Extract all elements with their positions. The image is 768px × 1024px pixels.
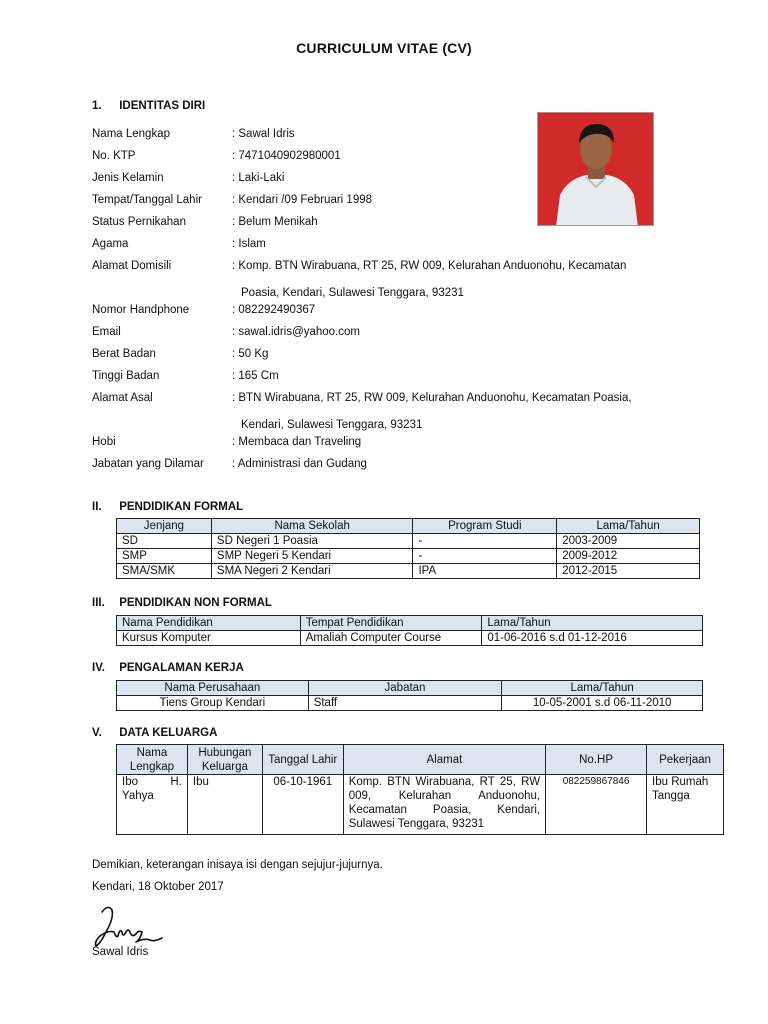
column-header: Lama/Tahun [502,681,703,696]
identity-label: Berat Badan [92,348,156,360]
table-cell: Komp. BTN Wirabuana, RT 25, RW 009, Kelurahan Anduonohu, Kecamatan Poasia, Kendari, Sulawesi Tenggara, 93231 [343,775,545,835]
identity-value: : 50 Kg [232,348,269,360]
signature-name: Sawal Idris [92,946,149,958]
table-cell: - [413,549,557,564]
table-row [117,775,724,835]
family-data-table [116,744,724,835]
table-cell: Kursus Komputer [117,631,301,646]
column-header: Lama/Tahun [557,519,700,534]
table-row [117,549,700,564]
column-header: Nama Sekolah [211,519,413,534]
identity-label: Tempat/Tanggal Lahir [92,194,202,206]
identity-value: : Administrasi dan Gudang [232,458,367,470]
table-cell: Ibu [187,775,262,835]
table-row [117,534,700,549]
section-formal-heading [92,501,243,513]
column-header: No.HP [546,745,647,775]
signature-icon [92,902,168,950]
table-row [117,696,703,711]
identity-value: : BTN Wirabuana, RT 25, RW 009, Kelurahan Anduonohu, Kecamatan Poasia, [232,392,632,404]
identity-value: : Islam [232,238,266,250]
section-keluarga-heading [92,727,217,739]
section-number: II. [92,501,102,513]
identity-value: : Belum Menikah [232,216,318,228]
identity-label: Email [92,326,121,338]
table-cell: 01-06-2016 s.d 01-12-2016 [482,631,703,646]
identity-value-continued: Kendari, Sulawesi Tenggara, 93231 [241,419,423,431]
identity-label: Alamat Asal [92,392,153,404]
table-cell: SMP Negeri 5 Kendari [211,549,413,564]
formal-education-table [116,518,700,579]
identity-value-continued: Poasia, Kendari, Sulawesi Tenggara, 93231 [241,287,464,299]
table-cell: IPA [413,564,557,579]
table-cell: Staff [308,696,502,711]
identity-value: : 165 Cm [232,370,279,382]
column-header: Alamat [343,745,545,775]
identity-value: : Membaca dan Traveling [232,436,362,448]
table-cell: 10-05-2001 s.d 06-11-2010 [502,696,703,711]
table-cell: 06-10-1961 [262,775,343,835]
table-cell: SD [117,534,212,549]
place-date: Kendari, 18 Oktober 2017 [92,881,224,893]
identity-label: Alamat Domisili [92,260,172,272]
section-title: PENGALAMAN KERJA [119,662,244,674]
section-title: PENDIDIKAN FORMAL [119,501,244,513]
table-cell: Ibo H. Yahya [117,775,188,835]
section-kerja-heading [92,662,244,674]
table-cell: 2012-2015 [557,564,700,579]
closing-statement: Demikian, keterangan inisaya isi dengan sejujur-jujurnya. [92,859,383,871]
identity-value: : Kendari /09 Februari 1998 [232,194,373,206]
identity-value: : 082292490367 [232,304,316,316]
identity-label: Nomor Handphone [92,304,190,316]
identity-label: Jabatan yang Dilamar [92,458,204,470]
identity-label: Status Pernikahan [92,216,186,228]
section-title: PENDIDIKAN NON FORMAL [119,597,272,609]
column-header: Program Studi [413,519,557,534]
column-header: Tempat Pendidikan [300,616,482,631]
column-header: Tanggal Lahir [262,745,343,775]
table-cell: SMP [117,549,212,564]
identity-label: Agama [92,238,129,250]
column-header: Nama Perusahaan [117,681,309,696]
identity-label: Hobi [92,436,116,448]
column-header: Pekerjaan [647,745,724,775]
identity-label: Tinggi Badan [92,370,160,382]
table-cell: 082259867846 [546,775,647,835]
table-cell: 2009-2012 [557,549,700,564]
column-header: Nama Lengkap [117,745,188,775]
section-number: IV. [92,662,106,674]
identity-label: No. KTP [92,150,136,162]
table-cell: SMA/SMK [117,564,212,579]
section-number: III. [92,597,105,609]
table-cell: SMA Negeri 2 Kendari [211,564,413,579]
identity-label: Nama Lengkap [92,128,170,140]
identity-label: Jenis Kelamin [92,172,164,184]
page-title: CURRICULUM VITAE (CV) [296,40,472,56]
section-number: V. [92,727,102,739]
section-title: IDENTITAS DIRI [119,100,206,112]
identity-value: : 7471040902980001 [232,150,341,162]
nonformal-education-table [116,615,703,646]
column-header: Lama/Tahun [482,616,703,631]
column-header: Nama Pendidikan [117,616,301,631]
table-cell: SD Negeri 1 Poasia [211,534,413,549]
identity-value: : Komp. BTN Wirabuana, RT 25, RW 009, Kelurahan Anduonohu, Kecamatan [232,260,627,272]
section-nonformal-heading [92,597,272,609]
table-cell: Amaliah Computer Course [300,631,482,646]
table-cell: Ibu Rumah Tangga [647,775,724,835]
table-row [117,631,703,646]
work-experience-table [116,680,703,711]
table-cell: - [413,534,557,549]
column-header: Jenjang [117,519,212,534]
identity-value: : Sawal Idris [232,128,295,140]
table-cell: Tiens Group Kendari [117,696,309,711]
column-header: Hubungan Keluarga [187,745,262,775]
column-header: Jabatan [308,681,502,696]
section-title: DATA KELUARGA [119,727,218,739]
section-number: 1. [92,100,102,112]
identity-value: : sawal.idris@yahoo.com [232,326,360,338]
section-identitas-heading [92,100,205,112]
table-row [117,564,700,579]
identity-value: : Laki-Laki [232,172,285,184]
table-cell: 2003-2009 [557,534,700,549]
